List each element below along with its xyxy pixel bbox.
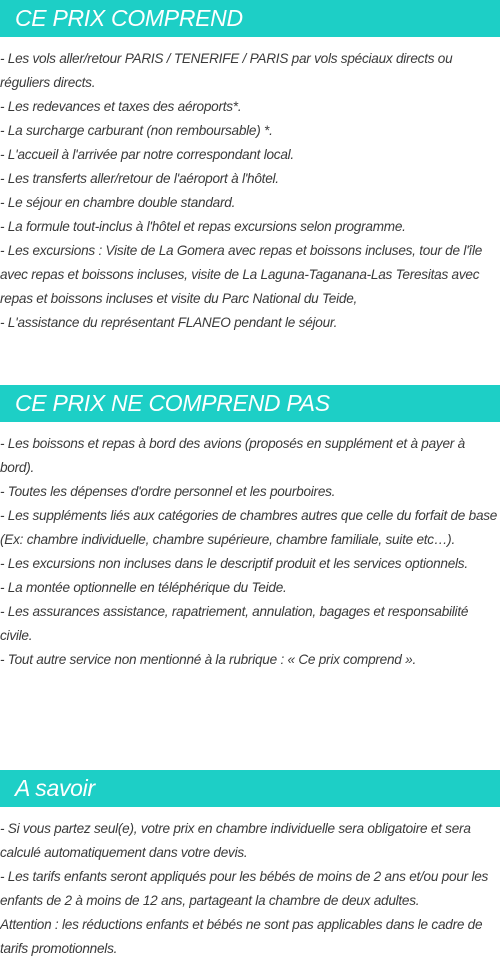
section-title: A savoir <box>15 775 95 801</box>
list-item: - Les excursions : Visite de La Gomera avec repas et boissons incluses, tour de l'île avec repas et boissons incluses, visite de La Laguna-Taganana-Las Teresitas avec repas et boissons incluses et visite du Parc National du Teide, <box>0 243 483 306</box>
list-item: - Tout autre service non mentionné à la rubrique : « Ce prix comprend ». <box>0 652 416 667</box>
section-header <box>0 385 500 422</box>
section-header <box>0 0 500 37</box>
section-body <box>0 37 500 335</box>
section-body <box>0 807 500 961</box>
list-item: - Les assurances assistance, rapatriement, annulation, bagages et responsabilité civile. <box>0 604 469 643</box>
list-item: Attention : les réductions enfants et bébés ne sont pas applicables dans le cadre de tarifs promotionnels. <box>0 917 483 956</box>
section-title: CE PRIX NE COMPREND PAS <box>15 390 330 416</box>
list-item: - La montée optionnelle en téléphérique du Teide. <box>0 580 287 595</box>
list-item: - Les redevances et taxes des aéroports*. <box>0 99 242 114</box>
section-good-to-know <box>0 770 500 961</box>
list-item: - Les excursions non incluses dans le descriptif produit et les services optionnels. <box>0 556 468 571</box>
list-item: - L'assistance du représentant FLANEO pendant le séjour. <box>0 315 338 330</box>
section-price-includes <box>0 0 500 335</box>
section-body <box>0 422 500 672</box>
list-item: - Les vols aller/retour PARIS / TENERIFE / PARIS par vols spéciaux directs ou réguliers directs. <box>0 51 453 90</box>
section-price-excludes <box>0 385 500 672</box>
list-item: - Les boissons et repas à bord des avions (proposés en supplément et à payer à bord). <box>0 436 465 475</box>
list-item: - Les transferts aller/retour de l'aéroport à l'hôtel. <box>0 171 279 186</box>
list-item: - Le séjour en chambre double standard. <box>0 195 236 210</box>
section-header <box>0 770 500 807</box>
section-title: CE PRIX COMPREND <box>15 5 243 31</box>
list-item: - Les suppléments liés aux catégories de chambres autres que celle du forfait de base (Ex: chambre individuelle, chambre supérieure, chambre familiale, suite etc…). <box>0 508 498 547</box>
list-item: - Les tarifs enfants seront appliqués pour les bébés de moins de 2 ans et/ou pour les enfants de 2 à moins de 12 ans, partageant la chambre de deux adultes. <box>0 869 489 908</box>
list-item: - La formule tout-inclus à l'hôtel et repas excursions selon programme. <box>0 219 406 234</box>
list-item: - Toutes les dépenses d'ordre personnel et les pourboires. <box>0 484 336 499</box>
list-item: - L'accueil à l'arrivée par notre correspondant local. <box>0 147 294 162</box>
list-item: - La surcharge carburant (non remboursable) *. <box>0 123 273 138</box>
list-item: - Si vous partez seul(e), votre prix en chambre individuelle sera obligatoire et sera calculé automatiquement dans votre devis. <box>0 821 471 860</box>
